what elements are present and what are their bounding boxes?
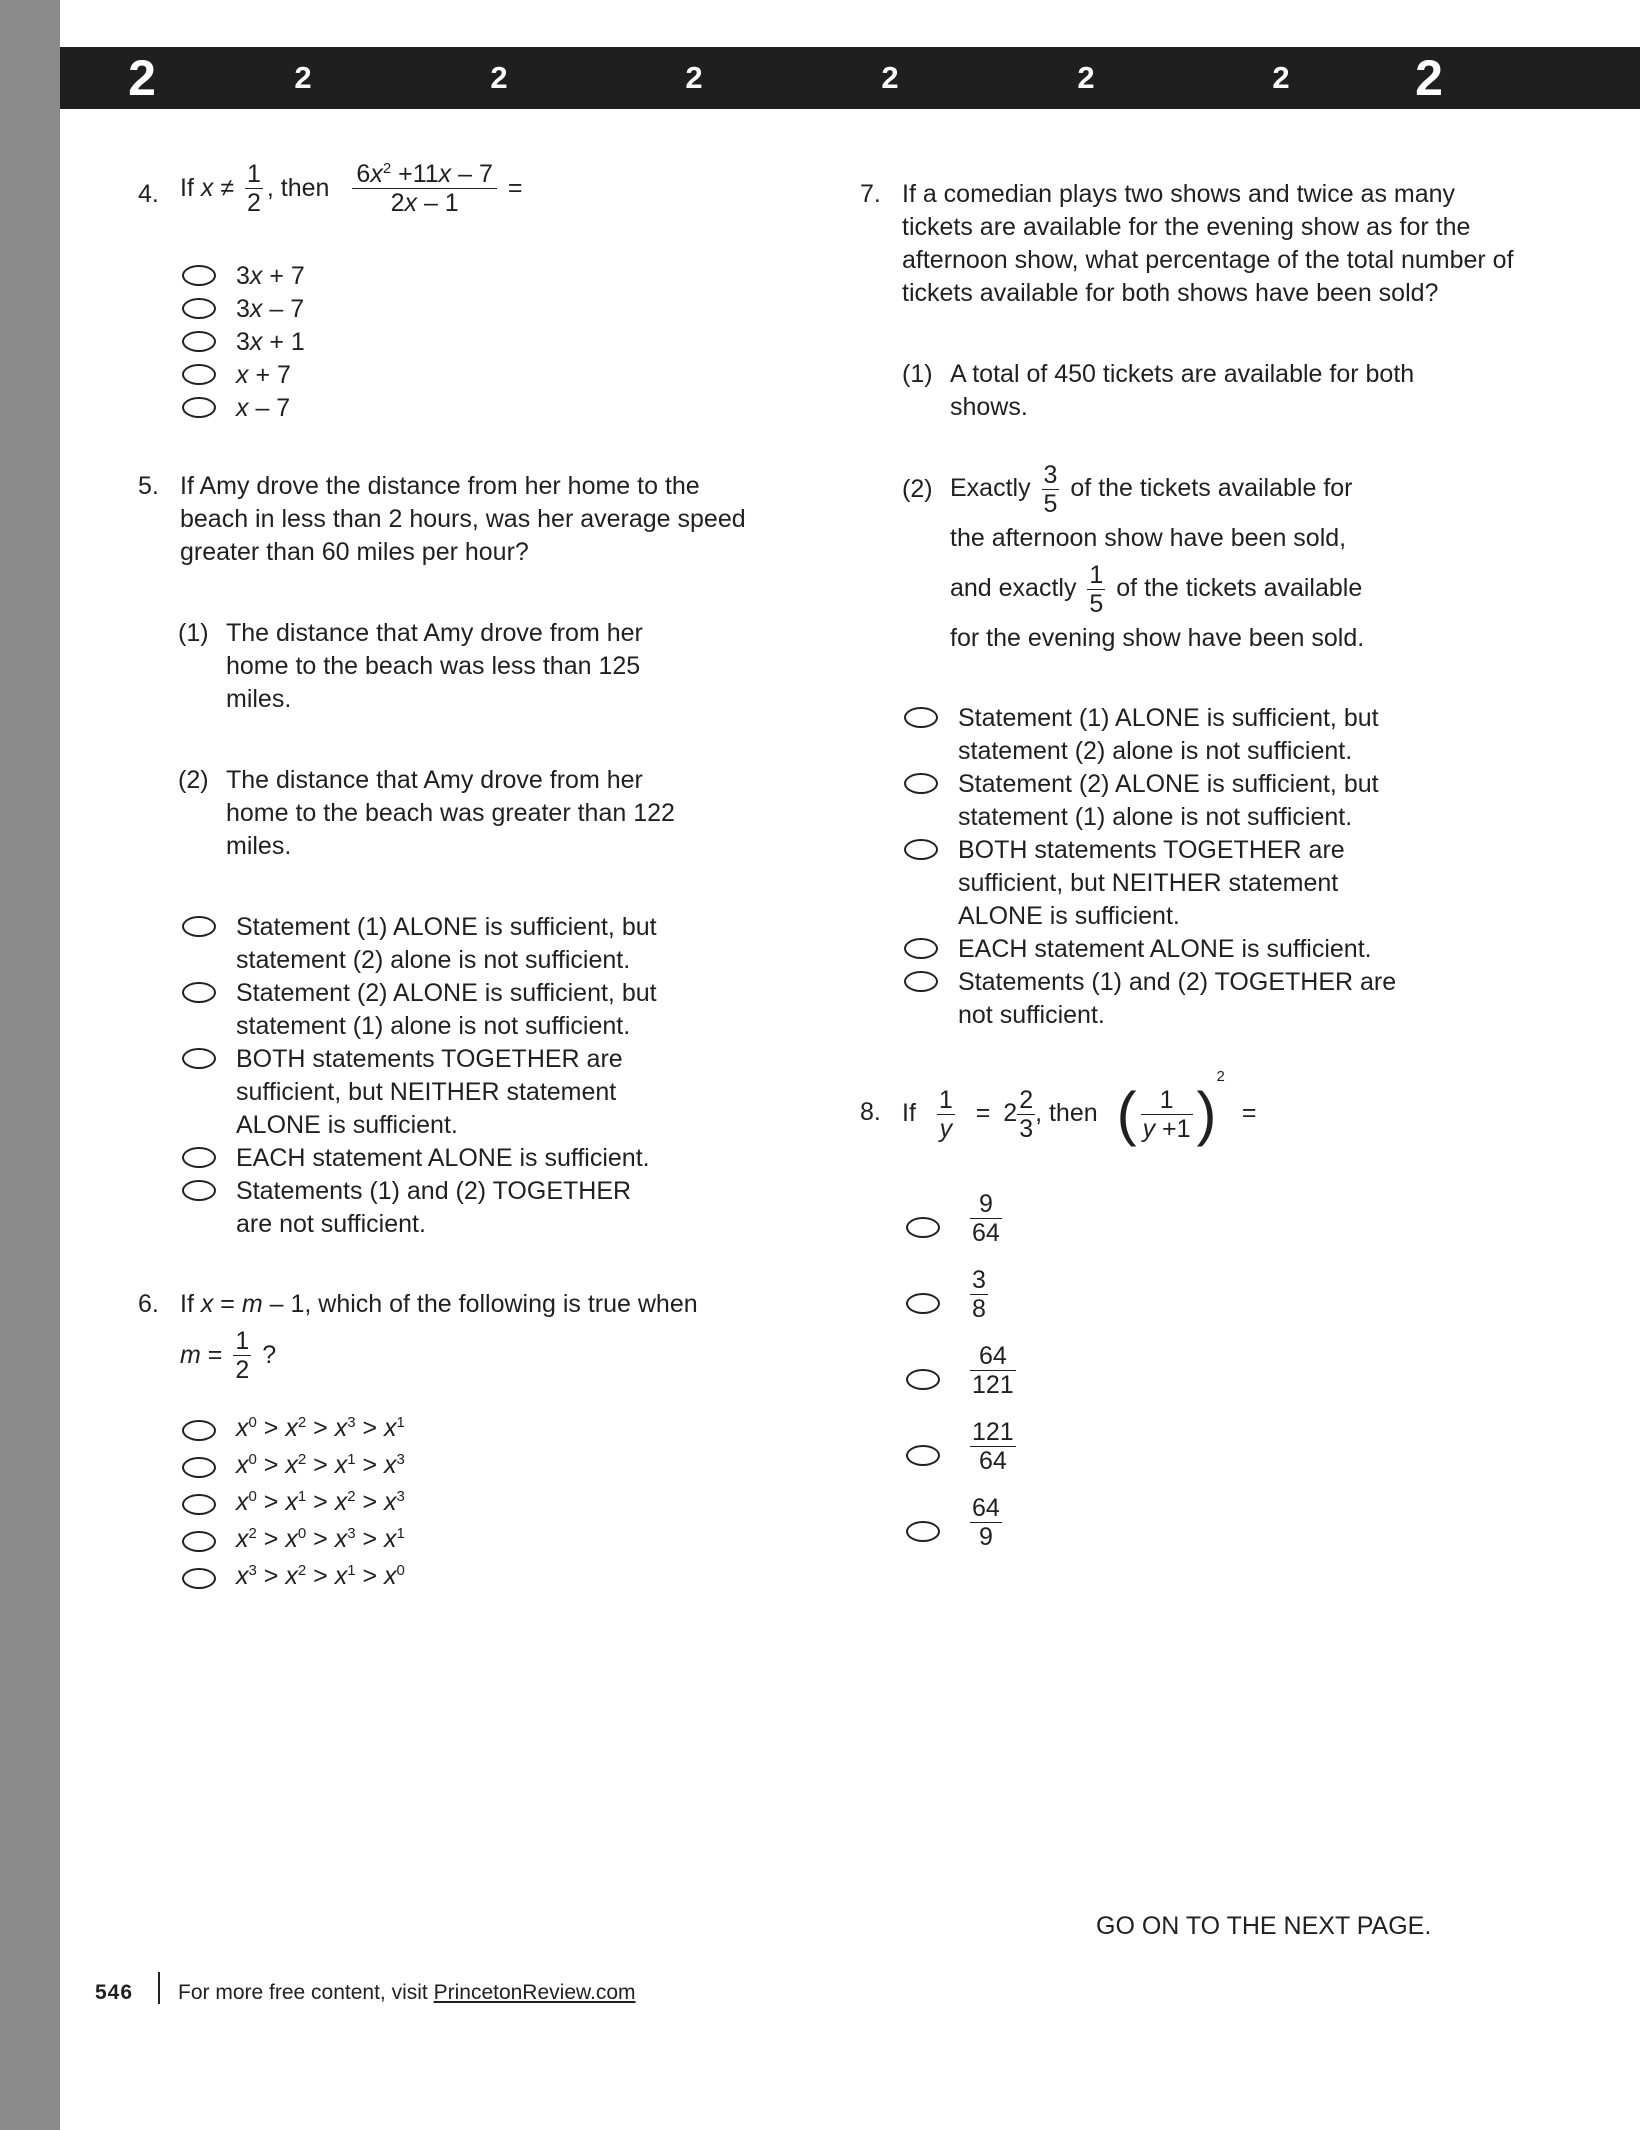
q5-options xyxy=(138,911,662,1241)
section-mark: 2 xyxy=(128,50,156,106)
answer-bubble[interactable] xyxy=(906,1369,940,1390)
q8-options xyxy=(860,1190,1560,1570)
answer-option[interactable]: 3x – 7 xyxy=(182,293,778,326)
answer-bubble[interactable] xyxy=(182,397,216,418)
footer-visit: For more free content, visit PrincetonReview.com xyxy=(178,1981,636,2004)
q8-mixed-fraction: $\frac{2}{3}$ xyxy=(1019,1085,1034,1143)
question-text: If Amy drove the distance from her home to the beach in less than 2 hours, was her average speed greater than 60 miles per hour? xyxy=(180,472,746,566)
statement-text: A total of 450 tickets are available for both shows. xyxy=(950,360,1415,421)
question-6: 6. If x = m – 1, which of the following is true when m = $\frac{1}{2}$ ? xyxy=(138,1290,698,1384)
answer-bubble[interactable] xyxy=(182,265,216,286)
answer-option[interactable]: $x^0 > x^1 > x^2 > x^3$ xyxy=(182,1486,778,1523)
question-number: 6. xyxy=(138,1290,159,1318)
section-mark: 2 xyxy=(1272,60,1290,95)
answer-option[interactable]: $x^0 > x^2 > x^1 > x^3$ xyxy=(182,1449,778,1486)
question-4 xyxy=(138,160,778,226)
answer-bubble[interactable] xyxy=(182,916,216,937)
left-margin-bar xyxy=(0,0,60,2130)
answer-bubble[interactable] xyxy=(182,1048,216,1069)
answer-bubble[interactable] xyxy=(904,839,938,860)
answer-bubble[interactable] xyxy=(182,364,216,385)
section-mark: 2 xyxy=(881,60,899,95)
answer-bubble[interactable] xyxy=(906,1445,940,1466)
answer-option[interactable]: $\frac{64}{121}$ xyxy=(906,1342,1560,1418)
statement-1: (1) A total of 450 tickets are available for both shows. xyxy=(902,358,1450,424)
page-number: 546 xyxy=(95,1981,134,2004)
answer-option[interactable]: EACH statement ALONE is sufficient. xyxy=(904,933,1424,966)
answer-bubble[interactable] xyxy=(904,938,938,959)
q4-text-if: If xyxy=(180,174,194,202)
question-number: 7. xyxy=(860,180,881,208)
answer-option[interactable]: 3x + 7 xyxy=(182,260,778,293)
answer-option[interactable]: Statement (1) ALONE is sufficient, but statement (2) alone is not sufficient. xyxy=(182,911,662,977)
answer-bubble[interactable] xyxy=(906,1217,940,1238)
section-header-band xyxy=(60,47,1640,109)
answer-bubble[interactable] xyxy=(904,971,938,992)
answer-option[interactable]: Statements (1) and (2) TOGETHER are not sufficient. xyxy=(904,966,1424,1032)
go-on-instruction: GO ON TO THE NEXT PAGE. xyxy=(1096,1912,1432,1940)
answer-option[interactable]: x – 7 xyxy=(182,392,778,425)
answer-option[interactable]: $x^2 > x^0 > x^3 > x^1$ xyxy=(182,1523,778,1560)
question-7 xyxy=(860,178,1560,310)
answer-option[interactable]: $x^0 > x^2 > x^3 > x^1$ xyxy=(182,1412,778,1449)
answer-option[interactable]: BOTH statements TOGETHER are sufficient, but NEITHER statement ALONE is sufficient. xyxy=(904,834,1424,933)
answer-option[interactable]: 3x + 1 xyxy=(182,326,778,359)
statement-2: (2) The distance that Amy drove from her home to the beach was greater than 122 miles. xyxy=(178,764,696,863)
left-column xyxy=(138,160,778,1597)
answer-option[interactable]: Statement (1) ALONE is sufficient, but statement (2) alone is not sufficient. xyxy=(904,702,1424,768)
answer-bubble[interactable] xyxy=(182,298,216,319)
answer-bubble[interactable] xyxy=(182,331,216,352)
answer-bubble[interactable] xyxy=(182,1147,216,1168)
answer-option[interactable]: $\frac{9}{64}$ xyxy=(906,1190,1560,1266)
question-number: 5. xyxy=(138,472,159,500)
answer-option[interactable]: EACH statement ALONE is sufficient. xyxy=(182,1142,662,1175)
answer-option[interactable]: x + 7 xyxy=(182,359,778,392)
answer-option[interactable]: BOTH statements TOGETHER are sufficient, but NEITHER statement ALONE is sufficient. xyxy=(182,1043,662,1142)
answer-bubble[interactable] xyxy=(182,1531,216,1552)
section-mark: 2 xyxy=(490,60,508,95)
answer-bubble[interactable] xyxy=(906,1521,940,1542)
q4-neq: ≠ xyxy=(220,174,235,202)
answer-bubble[interactable] xyxy=(182,982,216,1003)
left-paren: ( xyxy=(1116,1080,1137,1148)
answer-option[interactable]: Statement (2) ALONE is sufficient, but statement (1) alone is not sufficient. xyxy=(904,768,1424,834)
section-mark: 2 xyxy=(685,60,703,95)
question-5 xyxy=(138,470,778,569)
q4-then: , then xyxy=(266,174,330,202)
section-mark: 2 xyxy=(1415,50,1443,106)
q4-var: x xyxy=(200,174,214,202)
answer-option[interactable]: Statements (1) and (2) TOGETHER are not sufficient. xyxy=(182,1175,662,1241)
q6-options xyxy=(138,1412,778,1597)
statement-text: The distance that Amy drove from her home to the beach was less than 125 miles. xyxy=(226,619,643,713)
section-mark: 2 xyxy=(294,60,312,95)
princeton-review-link[interactable]: PrincetonReview.com xyxy=(433,1981,636,2004)
statement-fraction: $\frac{3}{5}$ xyxy=(1043,460,1058,518)
q4-equals: = xyxy=(507,174,523,202)
right-column xyxy=(860,160,1560,1570)
answer-bubble[interactable] xyxy=(182,1494,216,1515)
section-mark: 2 xyxy=(1077,60,1095,95)
answer-option[interactable]: $\frac{121}{64}$ xyxy=(906,1418,1560,1494)
question-number: 4. xyxy=(138,180,159,208)
answer-bubble[interactable] xyxy=(182,1568,216,1589)
q8-target-fraction: $\frac{1}{y +1}$ xyxy=(1142,1085,1191,1143)
answer-option[interactable]: $\frac{3}{8}$ xyxy=(906,1266,1560,1342)
q4-options xyxy=(138,260,778,425)
question-text: If a comedian plays two shows and twice as many tickets are available for the evening show as for the afternoon show, what percentage of the total number of tickets available for both shows have been sold? xyxy=(902,180,1514,307)
statement-2: (2) Exactly $\frac{3}{5}$ of the tickets available for the afternoon show have been sold, and exactly $\frac{1}{5}$ of the tickets available for the evening show have been sold. xyxy=(902,460,1365,652)
right-paren: ) xyxy=(1196,1080,1217,1148)
answer-bubble[interactable] xyxy=(182,1420,216,1441)
question-number: 8. xyxy=(860,1098,881,1126)
q4-condition-fraction: $\frac{1}{2}$ xyxy=(247,160,261,217)
answer-option[interactable]: $x^3 > x^2 > x^1 > x^0$ xyxy=(182,1560,778,1597)
q7-options xyxy=(860,702,1424,1032)
statement-fraction: $\frac{1}{5}$ xyxy=(1089,560,1104,618)
answer-option[interactable]: Statement (2) ALONE is sufficient, but statement (1) alone is not sufficient. xyxy=(182,977,662,1043)
answer-option[interactable]: $\frac{64}{9}$ xyxy=(906,1494,1560,1570)
footer-divider xyxy=(158,1972,160,2004)
q8-fraction: $\frac{1}{y}$ xyxy=(938,1085,953,1143)
answer-bubble[interactable] xyxy=(906,1293,940,1314)
answer-bubble[interactable] xyxy=(182,1180,216,1201)
q6-fraction: $\frac{1}{2}$ xyxy=(235,1327,250,1384)
statement-text: The distance that Amy drove from her home to the beach was greater than 122 miles. xyxy=(226,766,675,860)
q4-expression-fraction: $\frac{6x^2 +11x - 7}{2x - 1}$ xyxy=(352,160,496,217)
statement-1: (1) The distance that Amy drove from her home to the beach was less than 125 miles. xyxy=(178,617,696,716)
question-8: 8. If $\frac{1}{y}$ = 2 $\frac{2}{3}$ , then ( $\frac{1}{y +1}$ )$^2$ = xyxy=(860,1068,1257,1148)
answer-bubble[interactable] xyxy=(182,1457,216,1478)
answer-bubble[interactable] xyxy=(904,773,938,794)
answer-bubble[interactable] xyxy=(904,707,938,728)
